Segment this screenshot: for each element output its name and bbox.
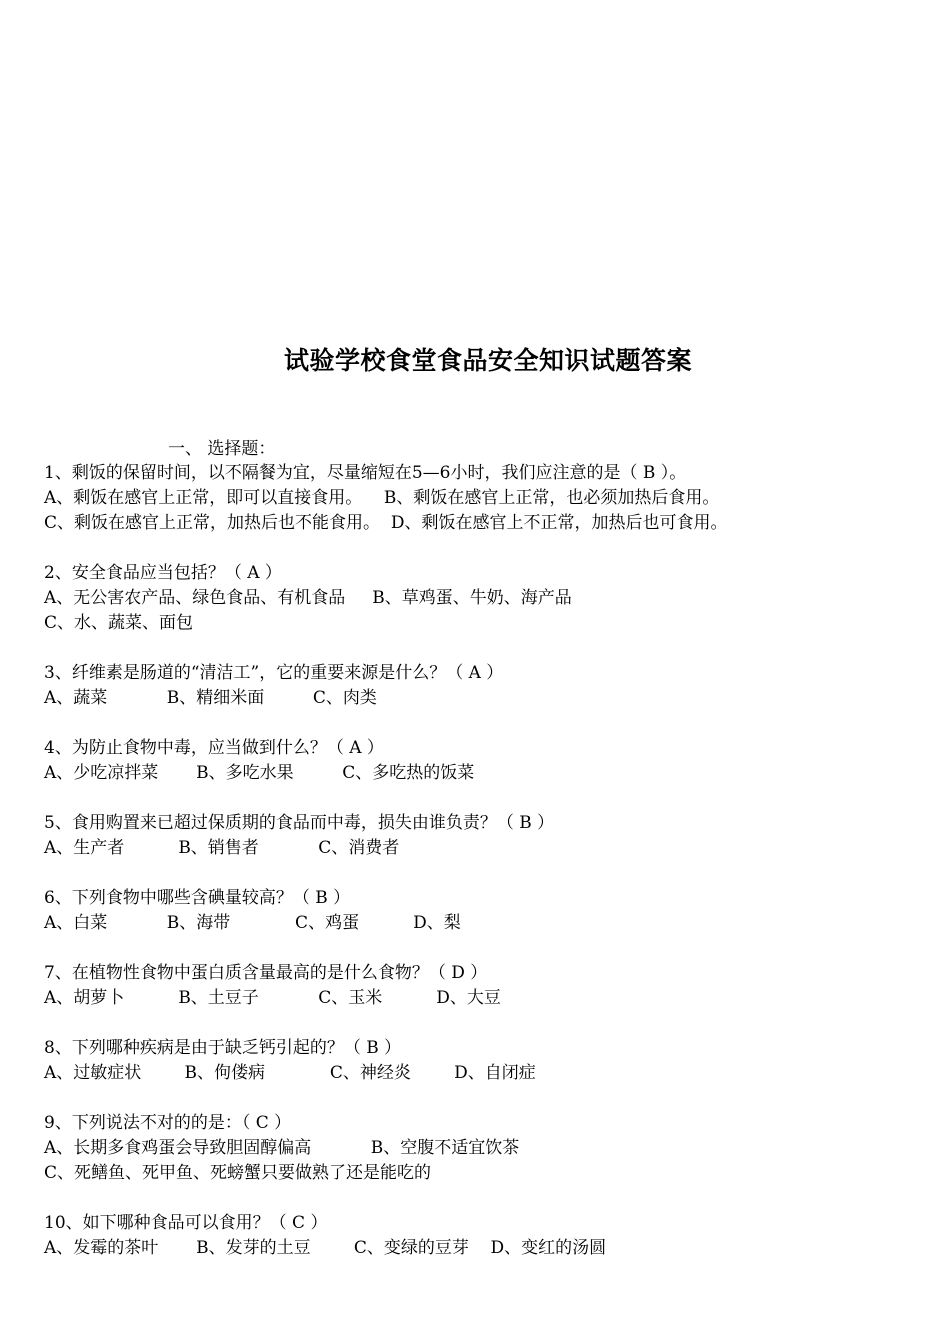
- question-text: 4、为防止食物中毒，应当做到什么？（ A ）: [44, 738, 384, 758]
- question-text: 5、食用购置来已超过保质期的食品而中毒，损失由谁负责？（ B ）: [44, 813, 555, 833]
- question-block: [44, 811, 924, 861]
- question-text: 7、在植物性食物中蛋白质含量最高的是什么食物？（ D ）: [44, 963, 488, 983]
- answer-options: C、死鳝鱼、死甲鱼、死螃蟹只要做熟了还是能吃的: [44, 1163, 432, 1183]
- answer-options: A、长期多食鸡蛋会导致胆固醇偏高 B、空腹不适宜饮茶: [44, 1138, 520, 1158]
- answer-options: C、剩饭在感官上正常，加热后也不能食用。 D、剩饭在感官上不正常，加热后也可食用。: [44, 513, 728, 533]
- question-block: [44, 461, 924, 536]
- question-block: [44, 961, 924, 1011]
- question-block: [44, 661, 924, 711]
- question-text: 3、纤维素是肠道的“清洁工”，它的重要来源是什么？（ A ）: [44, 663, 504, 683]
- question-block: [44, 1211, 924, 1261]
- answer-options: A、生产者 B、销售者 C、消费者: [44, 838, 400, 858]
- question-block: [44, 1111, 924, 1186]
- answer-options: C、水、蔬菜、面包: [44, 613, 194, 633]
- question-block: [44, 736, 924, 786]
- answer-options: A、发霉的茶叶 B、发芽的土豆 C、变绿的豆芽 D、变红的汤圆: [44, 1238, 607, 1258]
- question-block: [44, 1036, 924, 1086]
- question-text: 9、下列说法不对的的是：（ C ）: [44, 1113, 292, 1133]
- question-block: [44, 561, 924, 636]
- question-text: 8、下列哪种疾病是由于缺乏钙引起的？（ B ）: [44, 1038, 402, 1058]
- question-list: [44, 461, 924, 1286]
- question-text: 1、剩饭的保留时间，以不隔餐为宜，尽量缩短在5—6小时，我们应注意的是（ B ）。: [44, 463, 687, 483]
- question-text: 6、下列食物中哪些含碘量较高？（ B ）: [44, 888, 351, 908]
- answer-options: A、蔬菜 B、精细米面 C、肉类: [44, 688, 377, 708]
- answer-options: A、少吃凉拌菜 B、多吃水果 C、多吃热的饭菜: [44, 763, 475, 783]
- question-text: 2、安全食品应当包括？（ A ）: [44, 563, 282, 583]
- question-text: 10、如下哪种食品可以食用？（ C ）: [44, 1213, 328, 1233]
- answer-options: A、胡萝卜 B、土豆子 C、玉米 D、大豆: [44, 988, 501, 1008]
- document-title: 试验学校食堂食品安全知识试题答案: [283, 346, 692, 375]
- question-block: [44, 886, 924, 936]
- answer-options: A、过敏症状 B、佝偻病 C、神经炎 D、自闭症: [44, 1063, 536, 1083]
- section-heading: 一、 选择题：: [168, 439, 276, 459]
- answer-options: A、白菜 B、海带 C、鸡蛋 D、梨: [44, 913, 461, 933]
- answer-options: A、剩饭在感官上正常，即可以直接食用。 B、剩饭在感官上正常，也必须加热后食用。: [44, 488, 720, 508]
- answer-options: A、无公害农产品、绿色食品、有机食品 B、草鸡蛋、牛奶、海产品: [44, 588, 572, 608]
